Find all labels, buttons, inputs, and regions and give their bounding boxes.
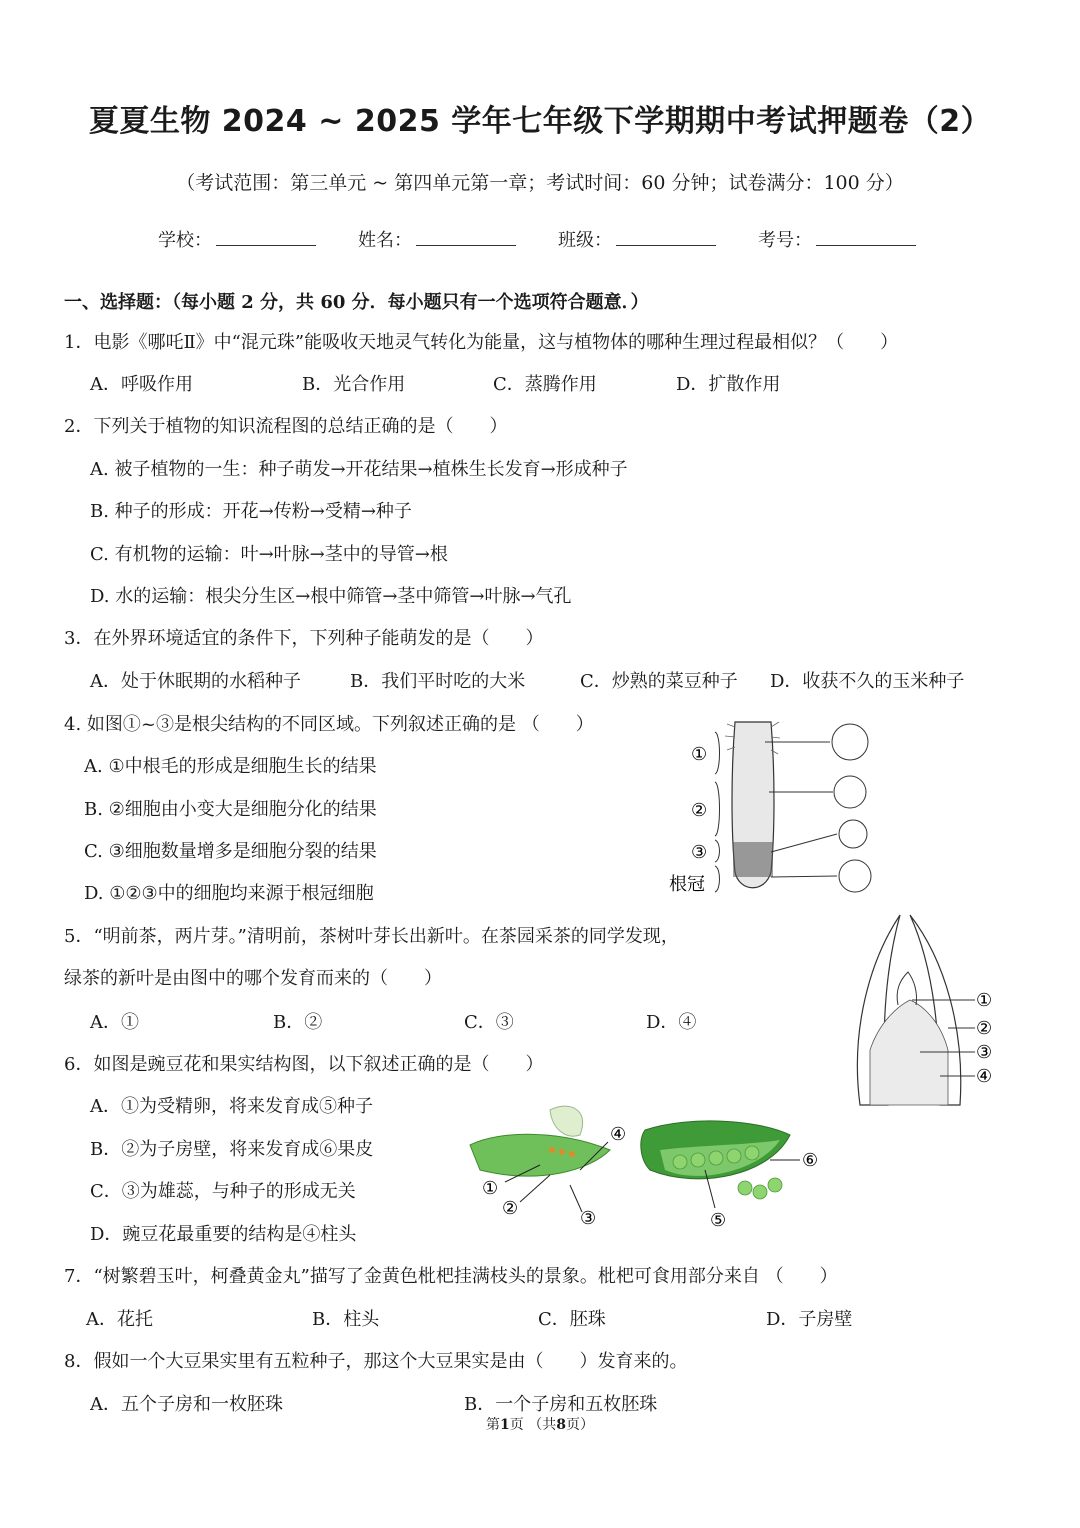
q1-option-d[interactable]: D．扩散作用 — [676, 374, 781, 395]
bud-label-2: ② — [976, 1018, 993, 1039]
q8-option-a[interactable]: A．五个子房和一枚胚珠 — [90, 1394, 283, 1415]
question-5-line2: 绿茶的新叶是由图中的哪个发育而来的（ ） — [64, 968, 442, 989]
q3-option-c[interactable]: C．炒熟的菜豆种子 — [580, 671, 738, 692]
root-label-2: ② — [691, 800, 708, 821]
cell-detail-4 — [839, 860, 871, 892]
brace-3 — [715, 840, 720, 862]
section-heading: 一、选择题：（每小题 2 分，共 60 分．每小题只有一个选项符合题意．） — [64, 292, 649, 313]
root-label-cap: 根冠 — [669, 874, 705, 895]
q4-option-a[interactable]: A. ①中根毛的形成是细胞生长的结果 — [84, 756, 377, 777]
pea-label-5: ⑤ — [710, 1210, 727, 1231]
cell-detail-1 — [832, 724, 868, 760]
number-field[interactable] — [758, 226, 916, 252]
exam-scope: （考试范围：第三单元 ~ 第四单元第一章；考试时间：60 分钟；试卷满分：100 分） — [176, 172, 904, 194]
class-field[interactable] — [558, 226, 716, 252]
pea-label-2: ② — [502, 1198, 519, 1219]
q4-option-d[interactable]: D. ①②③中的细胞均来源于根冠细胞 — [84, 883, 374, 904]
q7-option-d[interactable]: D．子房壁 — [766, 1309, 853, 1330]
brace-1 — [715, 732, 720, 774]
q8-option-b[interactable]: B．一个子房和五枚胚珠 — [464, 1394, 658, 1415]
q7-option-b[interactable]: B．柱头 — [312, 1309, 380, 1330]
root-label-1: ① — [691, 744, 708, 765]
question-7: 7．“树繁碧玉叶，柯叠黄金丸”描写了金黄色枇杷挂满枝头的景象。枇杷可食用部分来自 （ ） — [64, 1266, 838, 1287]
root-label-3: ③ — [691, 842, 708, 863]
number-blank[interactable] — [816, 231, 916, 246]
q5-option-d[interactable]: D．④ — [646, 1012, 697, 1033]
school-field[interactable] — [158, 226, 316, 252]
question-5: 5．“明前茶，两片芽。”清明前，茶树叶芽长出新叶。在茶园采茶的同学发现， — [64, 926, 679, 947]
school-blank[interactable] — [216, 231, 316, 246]
q2-option-b[interactable]: B. 种子的形成：开花→传粉→受精→种子 — [90, 501, 412, 522]
q1-option-a[interactable]: A．呼吸作用 — [90, 374, 193, 395]
number-label: 考号： — [758, 230, 812, 251]
q6-option-a[interactable]: A．①为受精卵，将来发育成⑤种子 — [90, 1096, 373, 1117]
question-2: 2．下列关于植物的知识流程图的总结正确的是（ ） — [64, 416, 508, 437]
question-1: 1．电影《哪吒Ⅱ》中“混元珠”能吸收天地灵气转化为能量，这与植物体的哪种生理过程最相似？（ ） — [64, 332, 899, 353]
q2-option-c[interactable]: C. 有机物的运输：叶→叶脉→茎中的导管→根 — [90, 544, 448, 565]
q2-option-a[interactable]: A. 被子植物的一生：种子萌发→开花结果→植株生长发育→形成种子 — [90, 459, 628, 480]
pea-label-4: ④ — [610, 1124, 627, 1145]
q4-option-b[interactable]: B. ②细胞由小变大是细胞分化的结果 — [84, 799, 377, 820]
pea-petal — [550, 1106, 583, 1136]
q7-option-c[interactable]: C．胚珠 — [538, 1309, 606, 1330]
bud-label-3: ③ — [976, 1042, 993, 1063]
q6-option-b[interactable]: B．②为子房壁，将来发育成⑥果皮 — [90, 1139, 374, 1160]
q2-option-d[interactable]: D. 水的运输：根尖分生区→根中筛管→茎中筛管→叶脉→气孔 — [90, 586, 572, 607]
footer-prefix: 第 — [486, 1417, 501, 1433]
brace-cap — [715, 866, 720, 892]
q3-option-b[interactable]: B．我们平时吃的大米 — [350, 671, 526, 692]
leaf-bud-figure — [840, 910, 1010, 1115]
footer-suffix: 页） — [565, 1417, 594, 1433]
question-4: 4. 如图①~③是根尖结构的不同区域。下列叙述正确的是 （ ） — [64, 714, 594, 735]
class-blank[interactable] — [616, 231, 716, 246]
pea-label-1: ① — [482, 1178, 499, 1199]
q6-option-c[interactable]: C．③为雄蕊，与种子的形成无关 — [90, 1181, 356, 1202]
pea-label-6: ⑥ — [802, 1150, 819, 1171]
cell-detail-3 — [839, 820, 867, 848]
q7-option-a[interactable]: A．花托 — [86, 1309, 153, 1330]
question-8: 8．假如一个大豆果实里有五粒种子，那这个大豆果实是由（ ）发育来的。 — [64, 1351, 688, 1372]
footer-page-number: 1 — [500, 1417, 510, 1433]
q4-option-c[interactable]: C. ③细胞数量增多是细胞分裂的结果 — [84, 841, 377, 862]
name-field[interactable] — [358, 226, 516, 252]
q5-option-c[interactable]: C．③ — [464, 1012, 514, 1033]
bud-label-4: ④ — [976, 1066, 993, 1087]
footer-total-pages: 8 — [556, 1417, 566, 1433]
page-title: 夏夏生物 2024 ~ 2025 学年七年级下学期期中考试押题卷（2） — [88, 104, 992, 139]
name-blank[interactable] — [416, 231, 516, 246]
cell-detail-2 — [834, 776, 866, 808]
pea-flower-fruit-figure — [460, 1090, 830, 1240]
name-label: 姓名： — [358, 230, 412, 251]
q5-option-b[interactable]: B．② — [273, 1012, 323, 1033]
pea-flower — [470, 1134, 610, 1176]
root-tip-figure — [665, 712, 885, 902]
school-label: 学校： — [158, 230, 212, 251]
q5-option-a[interactable]: A．① — [90, 1012, 139, 1033]
q3-option-a[interactable]: A．处于休眠期的水稻种子 — [90, 671, 301, 692]
root-cap-shading — [733, 842, 773, 877]
q1-option-c[interactable]: C．蒸腾作用 — [493, 374, 597, 395]
q3-option-d[interactable]: D．收获不久的玉米种子 — [770, 671, 965, 692]
footer-mid: 页 （共 — [509, 1417, 557, 1433]
q1-option-b[interactable]: B．光合作用 — [302, 374, 406, 395]
bud-label-1: ① — [976, 990, 993, 1011]
page-footer — [0, 1414, 1080, 1434]
question-3: 3．在外界环境适宜的条件下，下列种子能萌发的是（ ） — [64, 628, 544, 649]
pea-label-3: ③ — [580, 1208, 597, 1229]
brace-2 — [715, 782, 720, 836]
question-6: 6．如图是豌豆花和果实结构图，以下叙述正确的是（ ） — [64, 1054, 544, 1075]
q6-option-d[interactable]: D．豌豆花最重要的结构是④柱头 — [90, 1224, 357, 1245]
class-label: 班级： — [558, 230, 612, 251]
